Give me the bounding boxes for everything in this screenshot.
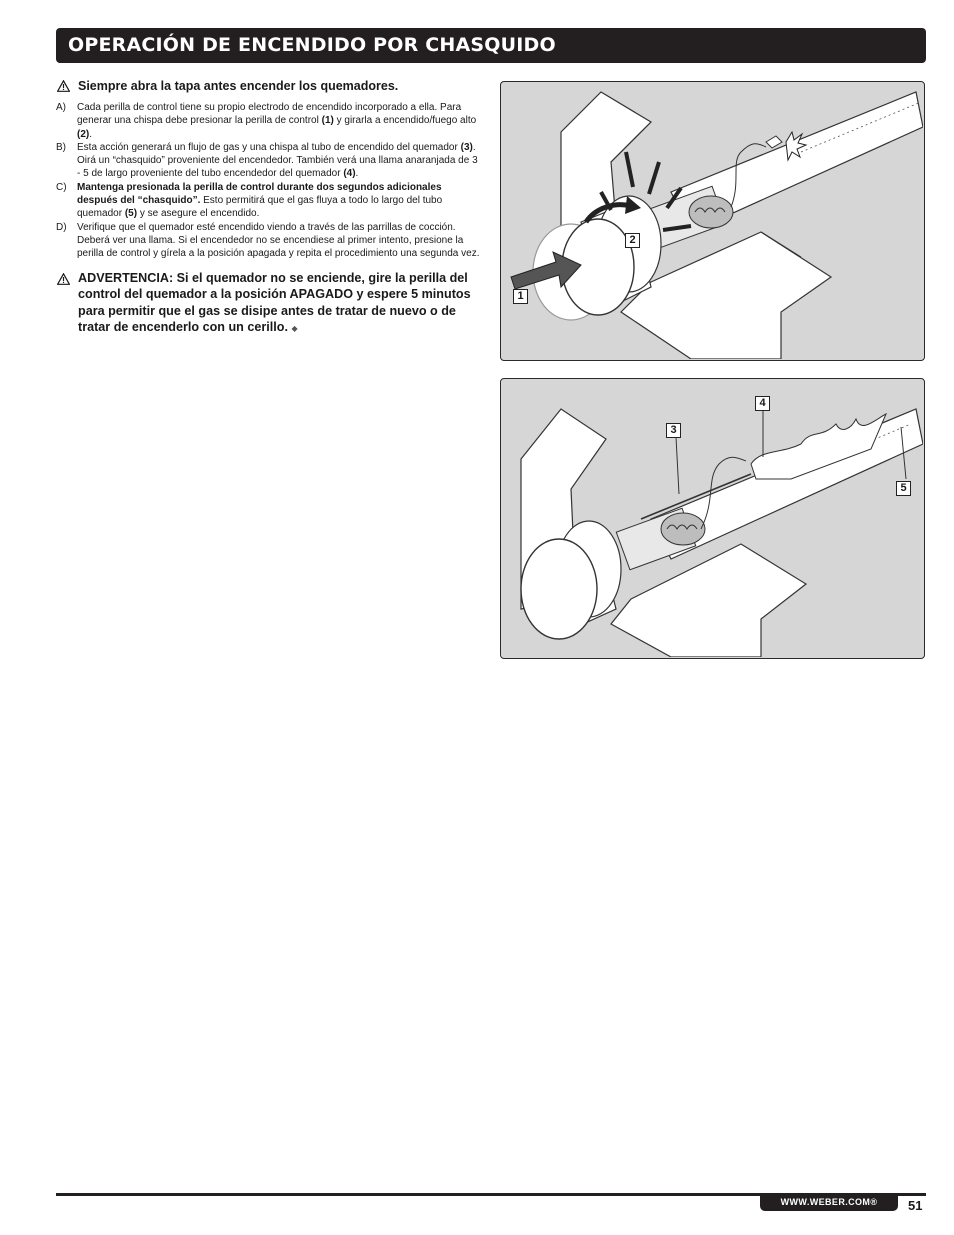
step-text-run: Verifique que el quemador esté encendido viendo a través de las parrillas de cocción. Deberá ver una llama. Si el encendedor no se encendiese al primer intento, presione la perilla de control y gírela a la posición apagada y repita el procedimiento una segunda vez. [77, 221, 480, 260]
step-text-bold-run: (1) [321, 115, 334, 127]
callout-5: 5 [896, 481, 911, 496]
step-text-run: y girarla a encendido/fuego alto [333, 115, 477, 127]
step-text [77, 101, 482, 141]
section-title: OPERACIÓN DE ENCENDIDO POR CHASQUIDO [68, 34, 556, 56]
step-text-run: y se asegure el encendido. [137, 208, 260, 220]
warning-triangle-icon [57, 273, 70, 285]
warning-body: ADVERTENCIA: Si el quemador no se enciende, gire la perilla del control del quemador a la posición APAGADO y espere 5 minutos para permitir que el gas se disipe antes de tratar de nuevo o de tratar de encenderlo con un cerillo. [78, 270, 471, 335]
step-text-bold-run: (5) [124, 208, 138, 220]
burner-ignition-illustration [501, 82, 923, 359]
step-item [56, 141, 482, 181]
step-item [56, 221, 482, 261]
footer-website: WWW.WEBER.COM® [760, 1194, 898, 1211]
callout-3: 3 [666, 423, 681, 438]
page-number: 51 [908, 1198, 923, 1213]
step-text-run: . Oirá un “chasquido” proveniente del encendedor. También verá una llama anaranjada de 3 - 5 de largo proveniente del tubo encendedor del quemador [77, 141, 478, 180]
burner-flame-illustration [501, 379, 923, 657]
callout-1: 1 [513, 289, 528, 304]
step-text-run: Cada perilla de control tiene su propio electrodo de encendido incorporado a ella. Para generar una chispa debe presionar la perilla de control [77, 102, 462, 127]
step-text [77, 181, 482, 221]
step-letter: D) [56, 221, 67, 233]
step-text [77, 221, 482, 261]
figure-flame [500, 378, 925, 659]
step-item [56, 101, 482, 141]
step-letter: C) [56, 181, 67, 193]
step-letter: A) [56, 102, 66, 113]
end-of-section-mark: ◆ [291, 324, 298, 334]
step-text-bold-run: (3) [460, 141, 473, 153]
callout-2: 2 [625, 233, 640, 248]
step-text [77, 141, 482, 181]
figure-press-and-turn [500, 81, 925, 361]
step-text-run: Esta acción generará un flujo de gas y una chispa al tubo de encendido del quemador [77, 141, 461, 153]
step-text-run: Esto permitirá que el gas fluya a todo lo largo del tubo quemador [77, 195, 443, 220]
warning-triangle-icon [57, 80, 70, 92]
warning-text [78, 270, 482, 338]
step-text-run: . [89, 128, 93, 140]
warning-notice [56, 270, 482, 338]
step-text-bold-run: (2) [77, 128, 90, 140]
step-text-bold-run: Mantenga presionada la perilla de control durante dos segundos adicionales después del “chasquido”. [77, 181, 442, 207]
step-text-bold-run: (4) [343, 168, 356, 180]
instructions-column [56, 78, 482, 338]
step-item [56, 181, 482, 221]
step-letter: B) [56, 141, 66, 153]
caution-notice [56, 78, 482, 94]
caution-text: Siempre abra la tapa antes encender los quemadores. [78, 79, 399, 93]
steps-list [56, 101, 482, 261]
section-title-bar [56, 28, 926, 63]
callout-4: 4 [755, 396, 770, 411]
step-text-run: . [355, 168, 359, 180]
